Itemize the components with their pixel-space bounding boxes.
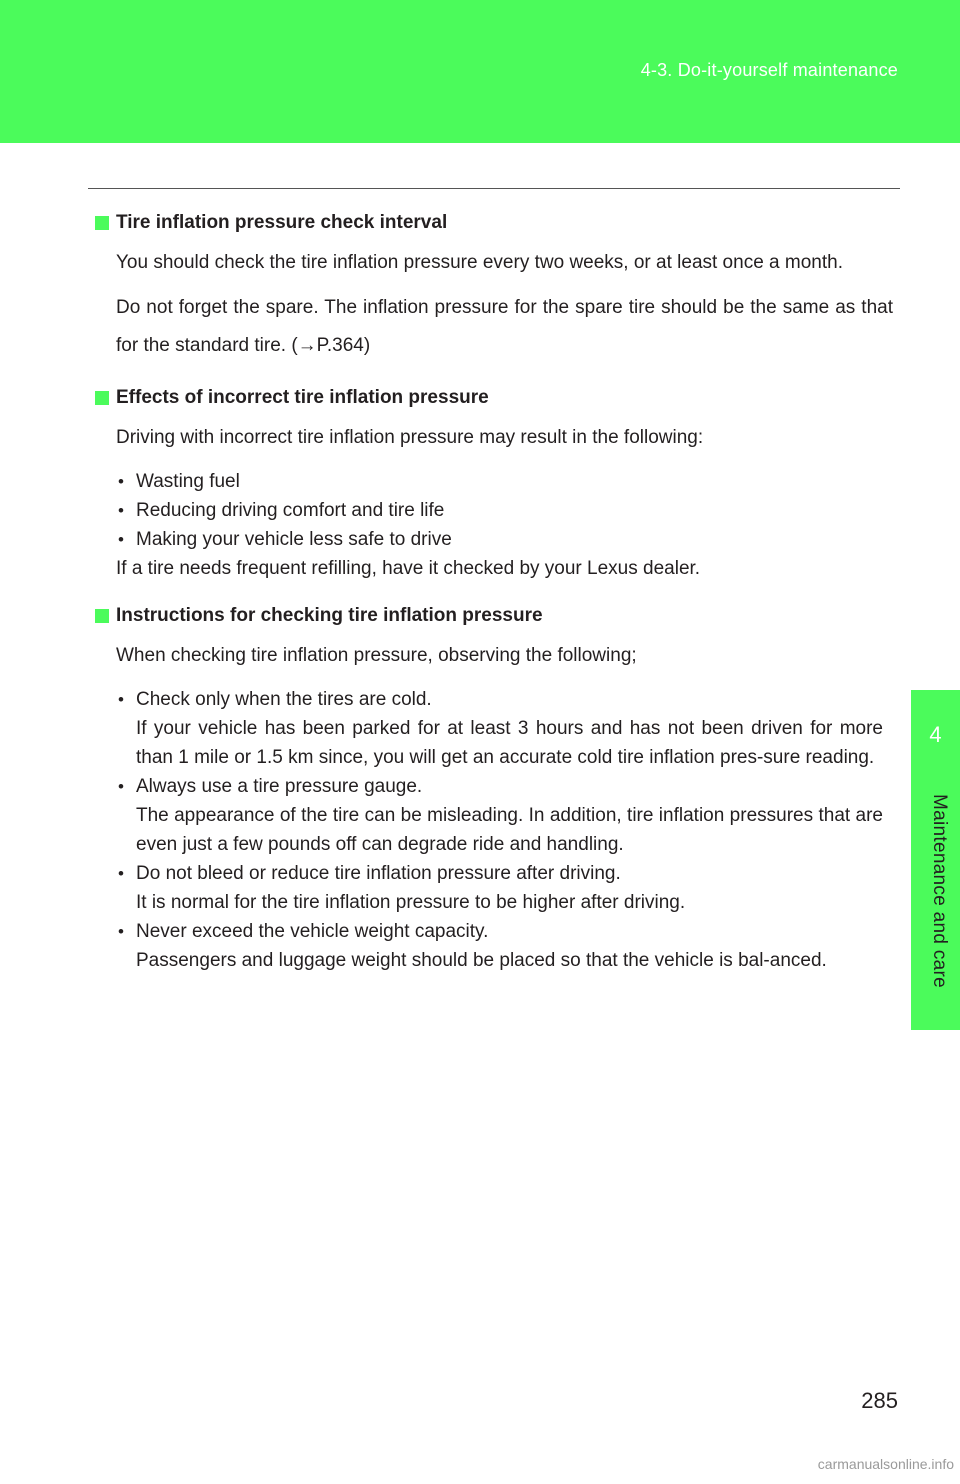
list-item-text: Making your vehicle less safe to drive (136, 529, 452, 550)
section-heading (95, 208, 893, 237)
section-effects (95, 383, 893, 583)
list-item (116, 467, 893, 496)
section-check-interval (95, 208, 893, 365)
bullet-icon: • (118, 864, 124, 883)
list-item-text: Reducing driving comfort and tire life (136, 500, 445, 521)
list-item (116, 859, 893, 917)
header-band (0, 0, 960, 143)
header-rule (88, 188, 900, 189)
list-item (116, 685, 893, 772)
paragraph: When checking tire inflation pressure, observing the following; (116, 645, 637, 666)
list-item (116, 525, 893, 554)
bullet-icon: • (118, 922, 124, 941)
list-item-title: Always use a tire pressure gauge. (136, 776, 423, 797)
heading-square-icon (95, 609, 109, 623)
bullet-icon: • (118, 472, 124, 491)
section-title: 4-3. Do-it-yourself maintenance (640, 60, 898, 80)
paragraph: Do not forget the spare. The inflation pressure for the spare tire should be the same as that for the standard tire. (→P.364) (116, 297, 893, 356)
bullet-icon: • (118, 777, 124, 796)
bullet-list (116, 685, 893, 975)
list-item-detail: The appearance of the tire can be misleading. In addition, tire inflation pressures that are even just a few pounds off can degrade ride and handling. (136, 805, 883, 855)
heading-square-icon (95, 391, 109, 405)
list-item-title: Do not bleed or reduce tire inflation pressure after driving. (136, 863, 621, 884)
section-heading (95, 383, 893, 412)
list-item-text: Wasting fuel (136, 471, 240, 492)
section-heading (95, 601, 893, 630)
list-item-title: Check only when the tires are cold. (136, 689, 432, 710)
list-item (116, 772, 893, 859)
page-number: 285 (861, 1388, 898, 1413)
watermark: carmanualsonline.info (817, 1456, 954, 1472)
heading-text: Effects of incorrect tire inflation pressure (116, 387, 489, 408)
heading-text: Tire inflation pressure check interval (116, 212, 448, 233)
paragraph: You should check the tire inflation pressure every two weeks, or at least once a month. (116, 252, 843, 273)
section-instructions (95, 601, 893, 975)
bullet-icon: • (118, 690, 124, 709)
paragraph: Driving with incorrect tire inflation pressure may result in the following: (116, 427, 704, 448)
page-content (95, 208, 893, 993)
chapter-tab (911, 690, 960, 1030)
list-item-detail: It is normal for the tire inflation pressure to be higher after driving. (136, 892, 686, 913)
list-item (116, 496, 893, 525)
list-item-title: Never exceed the vehicle weight capacity. (136, 921, 489, 942)
chapter-label: Maintenance and care (929, 794, 950, 989)
bullet-list (116, 467, 893, 554)
list-item-detail: If your vehicle has been parked for at least 3 hours and has not been driven for more than 1 mile or 1.5 km since, you will get an accurate cold tire inflation pres-sure reading. (136, 718, 883, 768)
follow-text: If a tire needs frequent refilling, have it checked by your Lexus dealer. (116, 558, 701, 579)
heading-text: Instructions for checking tire inflation pressure (116, 605, 543, 626)
chapter-number: 4 (929, 722, 942, 747)
heading-square-icon (95, 216, 109, 230)
list-item-detail: Passengers and luggage weight should be placed so that the vehicle is bal-anced. (136, 950, 827, 971)
bullet-icon: • (118, 530, 124, 549)
list-item (116, 917, 893, 975)
bullet-icon: • (118, 501, 124, 520)
